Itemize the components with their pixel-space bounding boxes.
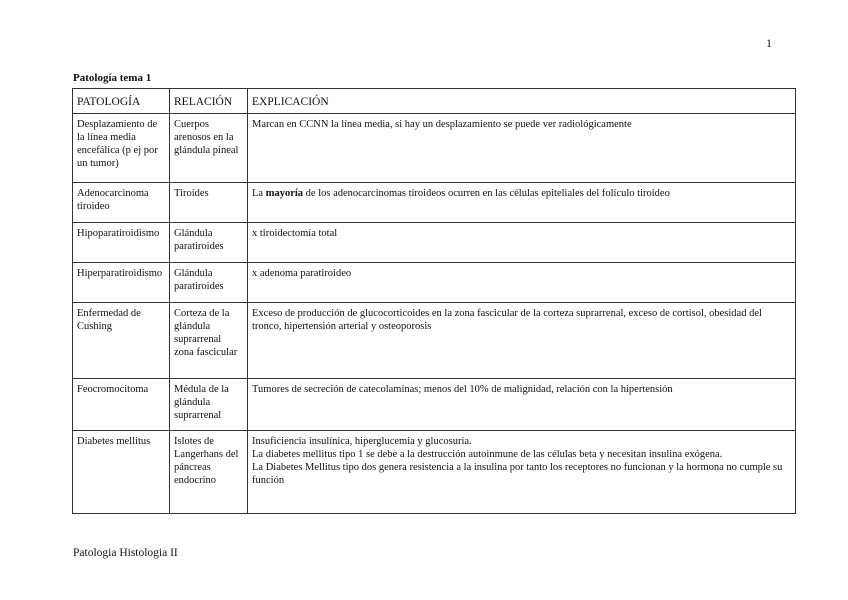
text-line: La Diabetes Mellitus tipo dos genera resistencia a la insulina por tanto los receptores no funcionan y la hormona no cumple su función — [252, 462, 783, 486]
cell-explicacion: Tumores de secreción de catecolaminas; menos del 10% de malignidad, relación con la hipertensión — [248, 379, 796, 431]
cell-patologia: Diabetes mellitus — [73, 431, 170, 514]
cell-explicacion — [248, 183, 796, 223]
text: de los adenocarcinomas tiroideos ocurren en las células epiteliales del folículo tiroideo — [303, 188, 670, 199]
header-patologia: PATOLOGÍA — [73, 89, 170, 114]
table-row — [73, 431, 796, 514]
cell-explicacion: x adenoma paratiroideo — [248, 263, 796, 303]
cell-patologia: Hipoparatiroidismo — [73, 223, 170, 263]
table-row — [73, 303, 796, 379]
bold-text: mayoría — [265, 188, 304, 199]
table-row — [73, 263, 796, 303]
text: La — [252, 188, 266, 199]
text-line: Insuficiencia insulínica, hiperglucemia y glucosuria. — [252, 436, 472, 447]
table-row — [73, 183, 796, 223]
cell-patologia: Adenocarcinoma tiroideo — [73, 183, 170, 223]
cell-relacion: Glándula paratiroides — [170, 263, 248, 303]
cell-relacion: Corteza de la glándula suprarrenal zona fascicular — [170, 303, 248, 379]
cell-patologia: Hiperparatiroidismo — [73, 263, 170, 303]
cell-relacion: Médula de la glándula suprarrenal — [170, 379, 248, 431]
text-line: La diabetes mellitus tipo 1 se debe a la destrucción autoinmune de las células beta y necesitan insulina exógena. — [252, 449, 723, 460]
header-relacion: RELACIÓN — [170, 89, 248, 114]
document-title: Patología tema 1 — [73, 72, 152, 84]
cell-relacion: Glándula paratiroides — [170, 223, 248, 263]
table-row — [73, 379, 796, 431]
page-footer: Patologia Histologia II — [73, 547, 178, 559]
page-number: 1 — [766, 36, 772, 50]
cell-relacion: Islotes de Langerhans del páncreas endocrino — [170, 431, 248, 514]
cell-explicacion: x tiroidectomía total — [248, 223, 796, 263]
cell-relacion: Tiroides — [170, 183, 248, 223]
table-header-row — [73, 89, 796, 114]
cell-patologia: Feocromocitoma — [73, 379, 170, 431]
cell-relacion: Cuerpos arenosos en la glándula pineal — [170, 114, 248, 183]
table-row — [73, 223, 796, 263]
table-row — [73, 114, 796, 183]
cell-explicacion: Exceso de producción de glucocorticoides en la zona fascicular de la corteza suprarrenal, exceso de cortisol, obesidad del tronco, hipertensión arterial y osteoporosis — [248, 303, 796, 379]
header-explicacion: EXPLICACIÓN — [248, 89, 796, 114]
cell-explicacion: Marcan en CCNN la línea media, si hay un desplazamiento se puede ver radiológicamente — [248, 114, 796, 183]
cell-explicacion — [248, 431, 796, 514]
cell-patologia: Enfermedad de Cushing — [73, 303, 170, 379]
cell-patologia: Desplazamiento de la línea media encefálica (p ej por un tumor) — [73, 114, 170, 183]
pathology-table — [72, 88, 796, 514]
